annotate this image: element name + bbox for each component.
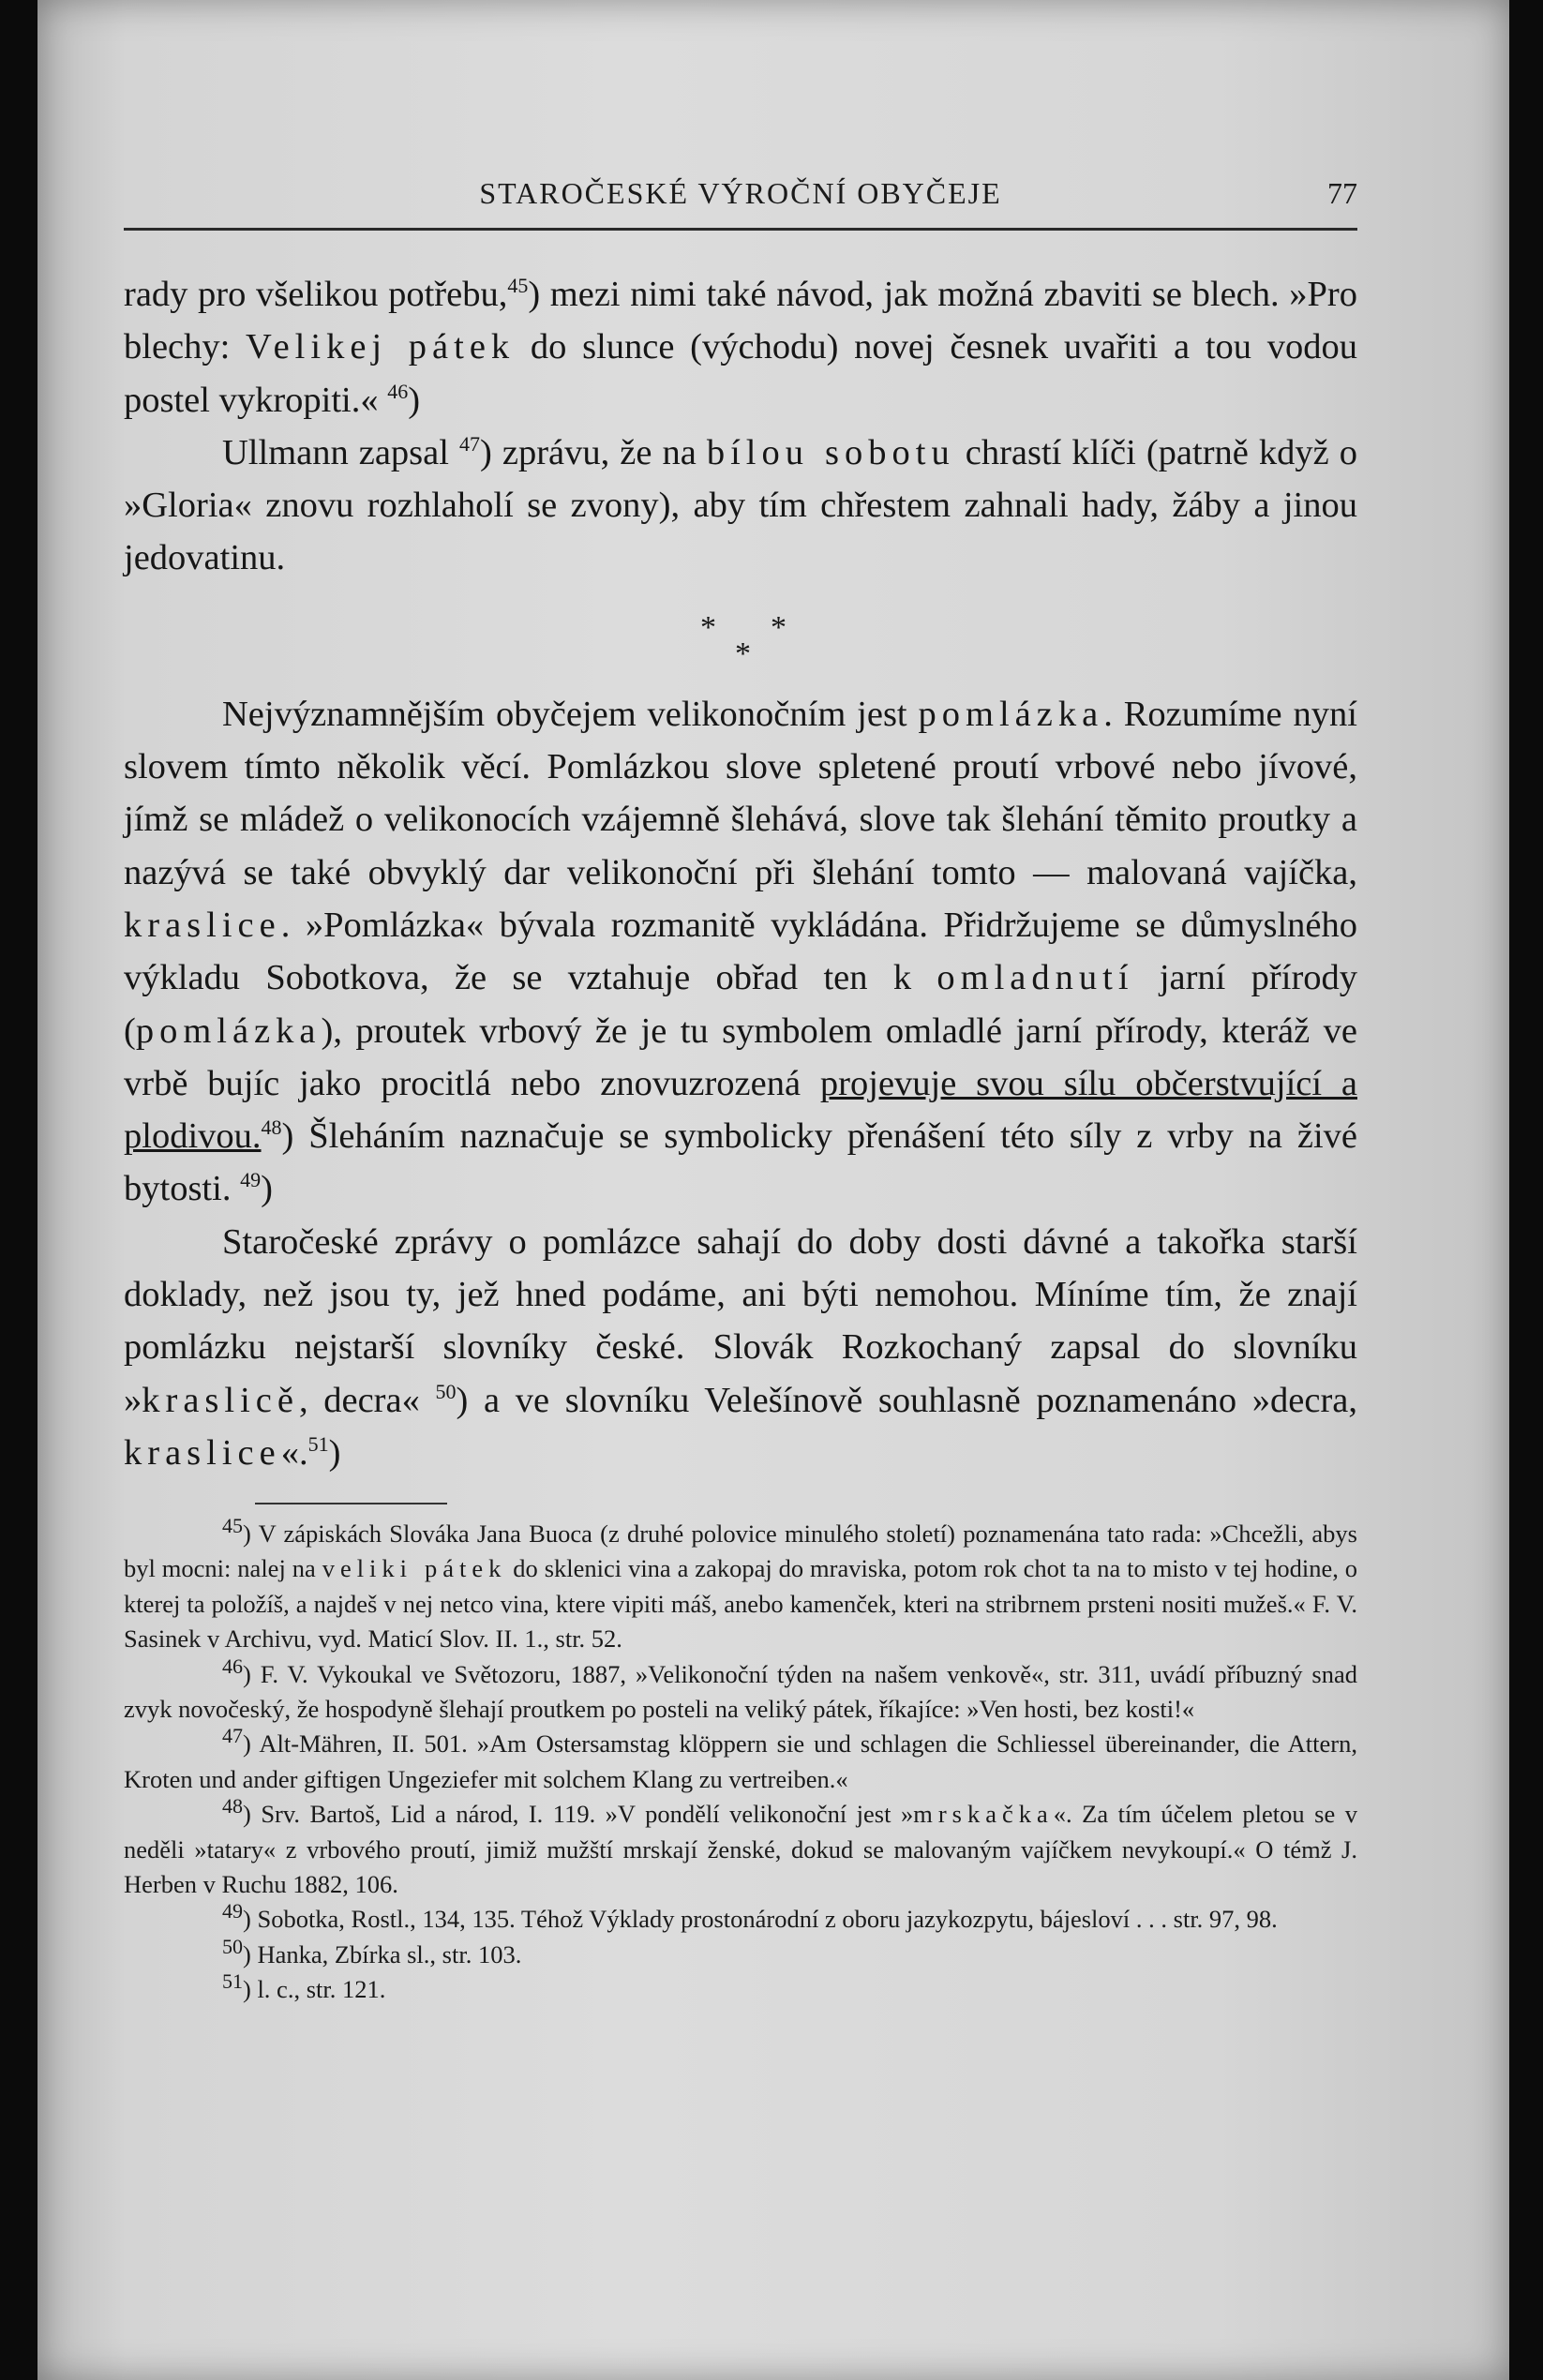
running-title: STAROČESKÉ VÝROČNÍ OBYČEJE bbox=[479, 176, 1002, 210]
footnote-rule bbox=[255, 1503, 447, 1504]
footnote-45: $^{45}$) V zápiskách Slováka Jana Buoca (z druhé polovice minulého století) poznamenána tato rada: »Chcežli, abys byl mocni: nalej na veliki pátek do sklenici vina a zakopaj do mraviska, potom rok chot ta na to misto v tej hodine, o kterej ta položíš, a najdeš v nej netco vina, ktere vipiti máš, anebo kamenček, kteri na stribrnem prsteni nositi mužeš.« F. V. Sasinek v Archivu, vyd. Maticí Slov. II. 1., str. 52. bbox=[124, 1514, 1358, 1654]
underlined-phrase: projevuje svou sílu občerstvující a plodivou. bbox=[124, 1063, 1357, 1157]
footnote-47: $^{47}$) Alt-Mähren, II. 501. »Am Ostersamstag klöppern sie und schlagen die Schliessel übereinander, die Attern, Kroten und ander giftigen Ungeziefer mit solchem Klang zu vertreiben.« bbox=[124, 1724, 1357, 1793]
book-page bbox=[37, 0, 1509, 2380]
star-center: * bbox=[735, 636, 751, 671]
main-text bbox=[124, 268, 1357, 1479]
paragraph-4: Staročeské zprávy o pomlázce sahají do doby dosti dávné a takořka starší doklady, než jsou ty, jež hned podáme, ani býti nemohou. Míníme tím, že znají pomlázku nejstarší slovníky české. Slovák Rozkochaný zapsal do slovníku »kraslicě, decra« $^{50}$) a ve slovníku Velešínově souhlasně poznamenáno »decra, kraslice«.$^{51}$) bbox=[124, 1221, 1358, 1473]
page-number: 77 bbox=[1327, 176, 1357, 210]
footnotes bbox=[124, 1514, 1358, 2008]
footnote-48: $^{48}$) Srv. Bartoš, Lid a národ, I. 119. »V pondělí velikonoční jest »mrskačka«. Za tím účelem pletou se v neděli »tatary« z vrbového proutí, jimiž mužští mrskají ženské, dokud se malovaným vajíčkem nevykoupí.« O témž J. Herben v Ruchu 1882, 106. bbox=[124, 1794, 1357, 1899]
section-separator bbox=[124, 585, 1357, 688]
star-left: * bbox=[700, 609, 716, 645]
footnote-51: $^{51}$) l. c., str. 121. bbox=[222, 1969, 386, 2004]
footnote-50: $^{50}$) Hanka, Zbírka sl., str. 103. bbox=[222, 1935, 522, 1968]
paragraph-1: rady pro všelikou potřebu,$^{45}$) mezi nimi také návod, jak možná zbaviti se blech. »Pro blechy: Velikej pátek do slunce (východu) novej česnek uvařiti a tou vodou postel vykropiti.« $^{46}$) bbox=[124, 274, 1357, 420]
footnote-49: $^{49}$) Sobotka, Rostl., 134, 135. Téhož Výklady prostonárodní z oboru jazykozpytu, bájesloví . . . str. 97, 98. bbox=[222, 1899, 1278, 1934]
paragraph-3: Nejvýznamnějším obyčejem velikonočním jest pomlázka. Rozumíme nyní slovem tímto několik věcí. Pomlázkou slove spletené proutí vrbové nebo jívové, jímž se mládež o velikonocích vzájemně šlehává, slove tak šlehání těmito proutky a nazývá se také obvyklý dar velikonoční při šlehání tomto — malovaná vajíčka, kraslice. »Pomlázka« bývala rozmanitě vykládána. Přidržujeme se důmyslného výkladu Sobotkova, že se vztahuje obřad ten k omladnutí jarní přírody (pomlázka), proutek vrbový že je tu symbolem omladlé jarní přírody, kteráž ve vrbě bujíc jako procitlá nebo znovuzrozená projevuje svou sílu občerstvující a plodivou.$^{48}$) Šleháním naznačuje se symbolicky přenášení této síly z vrby na živé bytosti. $^{49}$) bbox=[124, 694, 1358, 1209]
scan-dark-border bbox=[0, 0, 37, 2380]
header-rule bbox=[124, 228, 1357, 231]
star-right: * bbox=[771, 609, 786, 645]
paragraph-2: Ullmann zapsal $^{47}$) zprávu, že na bílou sobotu chrastí klíči (patrně když o »Gloria« znovu rozhlaholí se zvony), aby tím chřestem zahnali hady, žáby a jinou jedovatinu. bbox=[124, 432, 1358, 578]
page-header bbox=[124, 176, 1357, 223]
footnote-46: $^{46}$) F. V. Vykoukal ve Světozoru, 1887, »Velikonoční týden na našem venkově«, str. 311, uvádí příbuzný snad zvyk novočeský, že hospodyně šlehají proutkem po posteli na veliký pátek, říkajíce: »Ven hosti, bez kosti!« bbox=[124, 1654, 1357, 1724]
